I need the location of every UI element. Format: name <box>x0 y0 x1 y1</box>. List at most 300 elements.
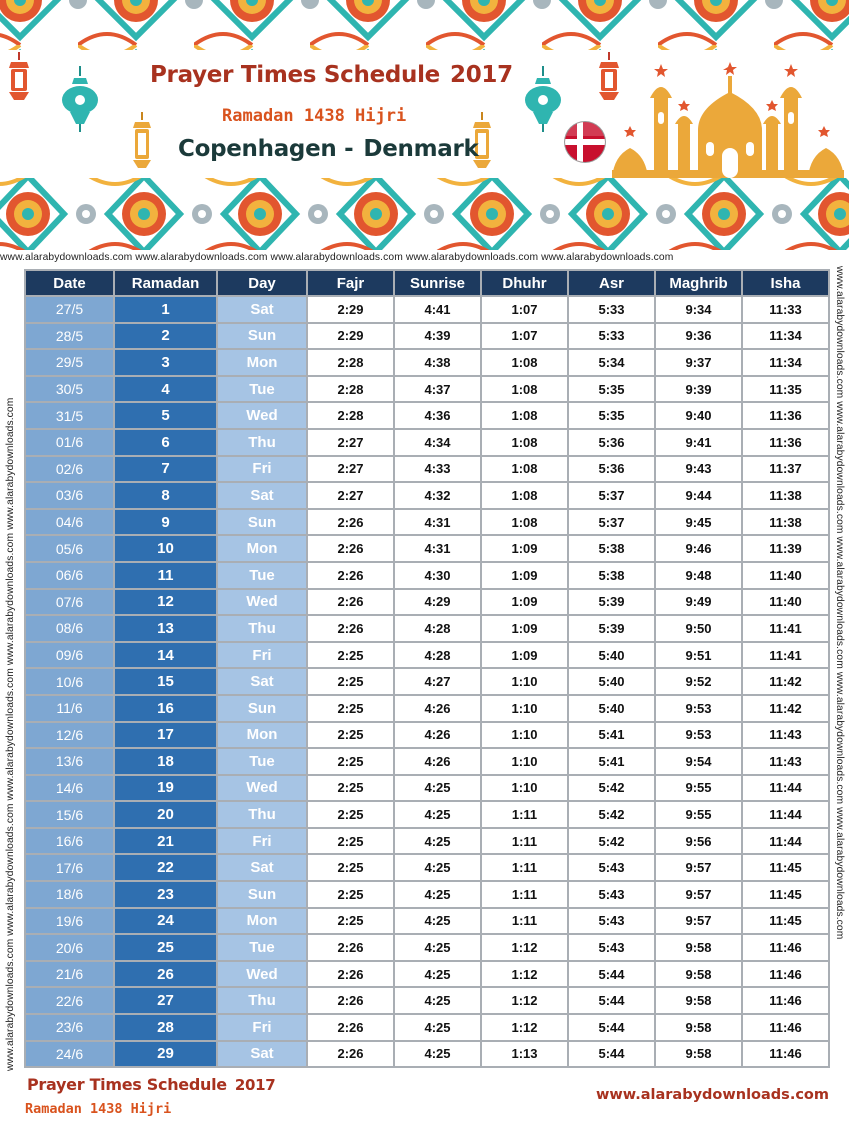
date-cell: 23/6 <box>26 1015 113 1040</box>
dhuhr-cell: 1:10 <box>482 776 567 801</box>
fajr-cell: 2:25 <box>308 776 393 801</box>
lantern-icon <box>523 66 563 132</box>
table-row <box>26 457 828 482</box>
fajr-cell: 2:26 <box>308 536 393 561</box>
ramadan-day-cell: 21 <box>115 829 216 854</box>
dhuhr-cell: 1:12 <box>482 1015 567 1040</box>
asr-cell: 5:44 <box>569 988 654 1013</box>
ramadan-day-cell: 10 <box>115 536 216 561</box>
date-cell: 27/5 <box>26 297 113 322</box>
date-cell: 02/6 <box>26 457 113 482</box>
table-row <box>26 377 828 402</box>
fajr-cell: 2:28 <box>308 377 393 402</box>
maghrib-cell: 9:37 <box>656 350 741 375</box>
isha-cell: 11:45 <box>743 882 828 907</box>
isha-cell: 11:40 <box>743 563 828 588</box>
weekday-cell: Fri <box>218 643 306 668</box>
date-cell: 31/5 <box>26 403 113 428</box>
fajr-cell: 2:25 <box>308 643 393 668</box>
weekday-cell: Thu <box>218 616 306 641</box>
table-row <box>26 590 828 615</box>
sunrise-cell: 4:25 <box>395 855 480 880</box>
asr-cell: 5:39 <box>569 590 654 615</box>
ramadan-day-cell: 4 <box>115 377 216 402</box>
ramadan-day-cell: 3 <box>115 350 216 375</box>
ramadan-day-cell: 12 <box>115 590 216 615</box>
maghrib-cell: 9:58 <box>656 962 741 987</box>
footer-website-link[interactable]: www.alarabydownloads.com <box>595 1087 829 1103</box>
table-row <box>26 430 828 455</box>
date-cell: 07/6 <box>26 590 113 615</box>
dhuhr-cell: 1:11 <box>482 802 567 827</box>
dhuhr-cell: 1:08 <box>482 510 567 535</box>
date-cell: 03/6 <box>26 483 113 508</box>
table-row <box>26 829 828 854</box>
page-title <box>150 62 513 88</box>
fajr-cell: 2:25 <box>308 829 393 854</box>
ramadan-day-cell: 26 <box>115 962 216 987</box>
dhuhr-cell: 1:10 <box>482 669 567 694</box>
weekday-cell: Mon <box>218 350 306 375</box>
weekday-cell: Fri <box>218 457 306 482</box>
isha-cell: 11:44 <box>743 802 828 827</box>
maghrib-cell: 9:51 <box>656 643 741 668</box>
maghrib-cell: 9:58 <box>656 988 741 1013</box>
table-row <box>26 749 828 774</box>
isha-cell: 11:46 <box>743 1042 828 1067</box>
sunrise-cell: 4:26 <box>395 749 480 774</box>
fajr-cell: 2:25 <box>308 882 393 907</box>
title-year: 2017 <box>449 62 513 88</box>
date-cell: 24/6 <box>26 1042 113 1067</box>
table-row <box>26 1015 828 1040</box>
table-row <box>26 988 828 1013</box>
asr-cell: 5:43 <box>569 909 654 934</box>
weekday-cell: Thu <box>218 988 306 1013</box>
isha-cell: 11:41 <box>743 616 828 641</box>
ramadan-day-cell: 9 <box>115 510 216 535</box>
fajr-cell: 2:25 <box>308 749 393 774</box>
maghrib-cell: 9:49 <box>656 590 741 615</box>
maghrib-cell: 9:55 <box>656 802 741 827</box>
date-cell: 04/6 <box>26 510 113 535</box>
maghrib-cell: 9:52 <box>656 669 741 694</box>
table-header-row <box>26 271 828 295</box>
table-row <box>26 776 828 801</box>
table-row <box>26 350 828 375</box>
dhuhr-cell: 1:11 <box>482 829 567 854</box>
column-header-day: Day <box>218 271 306 295</box>
column-header-sunrise: Sunrise <box>395 271 480 295</box>
sunrise-cell: 4:34 <box>395 430 480 455</box>
isha-cell: 11:46 <box>743 988 828 1013</box>
table-row <box>26 324 828 349</box>
date-cell: 09/6 <box>26 643 113 668</box>
weekday-cell: Mon <box>218 909 306 934</box>
table-row <box>26 855 828 880</box>
dhuhr-cell: 1:10 <box>482 749 567 774</box>
weekday-cell: Fri <box>218 829 306 854</box>
sunrise-cell: 4:38 <box>395 350 480 375</box>
sunrise-cell: 4:26 <box>395 696 480 721</box>
asr-cell: 5:40 <box>569 643 654 668</box>
isha-cell: 11:41 <box>743 643 828 668</box>
dhuhr-cell: 1:08 <box>482 430 567 455</box>
isha-cell: 11:45 <box>743 909 828 934</box>
date-cell: 13/6 <box>26 749 113 774</box>
sunrise-cell: 4:32 <box>395 483 480 508</box>
asr-cell: 5:36 <box>569 457 654 482</box>
isha-cell: 11:45 <box>743 855 828 880</box>
weekday-cell: Wed <box>218 403 306 428</box>
ramadan-day-cell: 6 <box>115 430 216 455</box>
maghrib-cell: 9:41 <box>656 430 741 455</box>
weekday-cell: Wed <box>218 962 306 987</box>
table-row <box>26 643 828 668</box>
maghrib-cell: 9:53 <box>656 723 741 748</box>
asr-cell: 5:41 <box>569 749 654 774</box>
column-header-fajr: Fajr <box>308 271 393 295</box>
table-body <box>26 297 828 1066</box>
dhuhr-cell: 1:09 <box>482 563 567 588</box>
asr-cell: 5:43 <box>569 855 654 880</box>
country-name: Denmark <box>363 136 479 162</box>
sunrise-cell: 4:25 <box>395 882 480 907</box>
sunrise-cell: 4:25 <box>395 909 480 934</box>
asr-cell: 5:43 <box>569 935 654 960</box>
maghrib-cell: 9:36 <box>656 324 741 349</box>
sunrise-cell: 4:41 <box>395 297 480 322</box>
maghrib-cell: 9:57 <box>656 882 741 907</box>
ramadan-day-cell: 11 <box>115 563 216 588</box>
ramadan-day-cell: 15 <box>115 669 216 694</box>
asr-cell: 5:37 <box>569 510 654 535</box>
table-row <box>26 536 828 561</box>
isha-cell: 11:36 <box>743 430 828 455</box>
ramadan-day-cell: 20 <box>115 802 216 827</box>
date-cell: 01/6 <box>26 430 113 455</box>
table-row <box>26 909 828 934</box>
asr-cell: 5:44 <box>569 1042 654 1067</box>
fajr-cell: 2:28 <box>308 403 393 428</box>
maghrib-cell: 9:48 <box>656 563 741 588</box>
hijri-subtitle: Ramadan 1438 Hijri <box>222 106 407 126</box>
maghrib-cell: 9:50 <box>656 616 741 641</box>
sunrise-cell: 4:25 <box>395 802 480 827</box>
maghrib-cell: 9:45 <box>656 510 741 535</box>
footer-title-text: Prayer Times Schedule <box>27 1075 227 1094</box>
fajr-cell: 2:25 <box>308 696 393 721</box>
maghrib-cell: 9:34 <box>656 297 741 322</box>
asr-cell: 5:33 <box>569 324 654 349</box>
column-header-maghrib: Maghrib <box>656 271 741 295</box>
table-row <box>26 297 828 322</box>
maghrib-cell: 9:57 <box>656 855 741 880</box>
ramadan-day-cell: 14 <box>115 643 216 668</box>
ramadan-day-cell: 8 <box>115 483 216 508</box>
ramadan-day-cell: 16 <box>115 696 216 721</box>
column-header-ramadan: Ramadan <box>115 271 216 295</box>
footer-subtitle: Ramadan 1438 Hijri <box>25 1101 172 1117</box>
dhuhr-cell: 1:08 <box>482 403 567 428</box>
maghrib-cell: 9:40 <box>656 403 741 428</box>
weekday-cell: Wed <box>218 776 306 801</box>
date-cell: 16/6 <box>26 829 113 854</box>
lantern-icon <box>131 112 153 174</box>
sunrise-cell: 4:25 <box>395 1015 480 1040</box>
date-cell: 17/6 <box>26 855 113 880</box>
maghrib-cell: 9:53 <box>656 696 741 721</box>
maghrib-cell: 9:58 <box>656 935 741 960</box>
asr-cell: 5:35 <box>569 403 654 428</box>
weekday-cell: Sun <box>218 324 306 349</box>
sunrise-cell: 4:33 <box>395 457 480 482</box>
asr-cell: 5:40 <box>569 669 654 694</box>
asr-cell: 5:34 <box>569 350 654 375</box>
fajr-cell: 2:25 <box>308 723 393 748</box>
watermark-right-text: www.alarabydownloads.com www.alarabydownloads.com www.alarabydownloads.com www.alarabydownloads.com www.alarabydownloads.com <box>834 266 845 940</box>
maghrib-cell: 9:46 <box>656 536 741 561</box>
dhuhr-cell: 1:11 <box>482 882 567 907</box>
weekday-cell: Thu <box>218 430 306 455</box>
sunrise-cell: 4:27 <box>395 669 480 694</box>
dhuhr-cell: 1:08 <box>482 457 567 482</box>
sunrise-cell: 4:37 <box>395 377 480 402</box>
sunrise-cell: 4:25 <box>395 988 480 1013</box>
ramadan-day-cell: 5 <box>115 403 216 428</box>
sunrise-cell: 4:31 <box>395 510 480 535</box>
lantern-icon <box>6 52 32 106</box>
asr-cell: 5:39 <box>569 616 654 641</box>
weekday-cell: Sat <box>218 669 306 694</box>
isha-cell: 11:46 <box>743 1015 828 1040</box>
fajr-cell: 2:25 <box>308 909 393 934</box>
watermark-right <box>832 266 846 1071</box>
location-title <box>178 136 479 162</box>
fajr-cell: 2:29 <box>308 297 393 322</box>
ramadan-day-cell: 18 <box>115 749 216 774</box>
watermark-left <box>4 266 18 1071</box>
weekday-cell: Sat <box>218 297 306 322</box>
fajr-cell: 2:26 <box>308 1015 393 1040</box>
ramadan-day-cell: 19 <box>115 776 216 801</box>
fajr-cell: 2:26 <box>308 563 393 588</box>
maghrib-cell: 9:56 <box>656 829 741 854</box>
sunrise-cell: 4:30 <box>395 563 480 588</box>
isha-cell: 11:43 <box>743 723 828 748</box>
fajr-cell: 2:29 <box>308 324 393 349</box>
isha-cell: 11:44 <box>743 776 828 801</box>
city-name: Copenhagen - <box>178 136 354 162</box>
ramadan-day-cell: 1 <box>115 297 216 322</box>
fajr-cell: 2:25 <box>308 669 393 694</box>
sunrise-cell: 4:39 <box>395 324 480 349</box>
column-header-asr: Asr <box>569 271 654 295</box>
dhuhr-cell: 1:11 <box>482 855 567 880</box>
isha-cell: 11:42 <box>743 696 828 721</box>
ramadan-day-cell: 22 <box>115 855 216 880</box>
weekday-cell: Tue <box>218 935 306 960</box>
ramadan-day-cell: 2 <box>115 324 216 349</box>
asr-cell: 5:37 <box>569 483 654 508</box>
date-cell: 08/6 <box>26 616 113 641</box>
ramadan-day-cell: 23 <box>115 882 216 907</box>
dhuhr-cell: 1:10 <box>482 723 567 748</box>
date-cell: 14/6 <box>26 776 113 801</box>
isha-cell: 11:38 <box>743 510 828 535</box>
table-row <box>26 723 828 748</box>
date-cell: 29/5 <box>26 350 113 375</box>
denmark-flag-icon <box>563 120 607 164</box>
ramadan-day-cell: 13 <box>115 616 216 641</box>
date-cell: 15/6 <box>26 802 113 827</box>
fajr-cell: 2:26 <box>308 510 393 535</box>
sunrise-cell: 4:31 <box>395 536 480 561</box>
dhuhr-cell: 1:13 <box>482 1042 567 1067</box>
dhuhr-cell: 1:07 <box>482 297 567 322</box>
fajr-cell: 2:28 <box>308 350 393 375</box>
sunrise-cell: 4:29 <box>395 590 480 615</box>
ramadan-day-cell: 28 <box>115 1015 216 1040</box>
date-cell: 22/6 <box>26 988 113 1013</box>
table-row <box>26 802 828 827</box>
dhuhr-cell: 1:12 <box>482 988 567 1013</box>
asr-cell: 5:41 <box>569 723 654 748</box>
dhuhr-cell: 1:11 <box>482 909 567 934</box>
isha-cell: 11:34 <box>743 324 828 349</box>
sunrise-cell: 4:28 <box>395 643 480 668</box>
asr-cell: 5:35 <box>569 377 654 402</box>
sunrise-cell: 4:28 <box>395 616 480 641</box>
column-header-isha: Isha <box>743 271 828 295</box>
table-row <box>26 935 828 960</box>
date-cell: 20/6 <box>26 935 113 960</box>
date-cell: 19/6 <box>26 909 113 934</box>
isha-cell: 11:34 <box>743 350 828 375</box>
header-banner <box>0 0 849 250</box>
asr-cell: 5:36 <box>569 430 654 455</box>
date-cell: 11/6 <box>26 696 113 721</box>
watermark-left-text: www.alarabydownloads.com www.alarabydownloads.com www.alarabydownloads.com www.alarabydownloads.com www.alarabydownloads.com <box>5 397 16 1071</box>
maghrib-cell: 9:58 <box>656 1042 741 1067</box>
isha-cell: 11:42 <box>743 669 828 694</box>
weekday-cell: Wed <box>218 590 306 615</box>
maghrib-cell: 9:43 <box>656 457 741 482</box>
fajr-cell: 2:27 <box>308 430 393 455</box>
weekday-cell: Sun <box>218 696 306 721</box>
asr-cell: 5:38 <box>569 536 654 561</box>
watermark-top <box>0 252 849 264</box>
dhuhr-cell: 1:07 <box>482 324 567 349</box>
fajr-cell: 2:26 <box>308 1042 393 1067</box>
dhuhr-cell: 1:09 <box>482 616 567 641</box>
date-cell: 06/6 <box>26 563 113 588</box>
asr-cell: 5:42 <box>569 802 654 827</box>
fajr-cell: 2:25 <box>308 802 393 827</box>
ramadan-day-cell: 24 <box>115 909 216 934</box>
asr-cell: 5:42 <box>569 829 654 854</box>
weekday-cell: Sun <box>218 510 306 535</box>
table-row <box>26 669 828 694</box>
table-row <box>26 403 828 428</box>
maghrib-cell: 9:57 <box>656 909 741 934</box>
asr-cell: 5:38 <box>569 563 654 588</box>
weekday-cell: Sat <box>218 483 306 508</box>
weekday-cell: Tue <box>218 563 306 588</box>
table-row <box>26 563 828 588</box>
date-cell: 18/6 <box>26 882 113 907</box>
fajr-cell: 2:27 <box>308 457 393 482</box>
asr-cell: 5:40 <box>569 696 654 721</box>
table-row <box>26 1042 828 1067</box>
ramadan-day-cell: 25 <box>115 935 216 960</box>
asr-cell: 5:44 <box>569 1015 654 1040</box>
ramadan-day-cell: 17 <box>115 723 216 748</box>
weekday-cell: Fri <box>218 1015 306 1040</box>
watermark-top-text: www.alarabydownloads.com www.alarabydownloads.com www.alarabydownloads.com www.alarabydownloads.com www.alarabydownloads.com <box>0 252 674 263</box>
sunrise-cell: 4:36 <box>395 403 480 428</box>
isha-cell: 11:35 <box>743 377 828 402</box>
footer-title <box>27 1075 275 1094</box>
column-header-dhuhr: Dhuhr <box>482 271 567 295</box>
isha-cell: 11:33 <box>743 297 828 322</box>
header-pattern-top <box>0 0 849 50</box>
table-row <box>26 483 828 508</box>
asr-cell: 5:43 <box>569 882 654 907</box>
date-cell: 05/6 <box>26 536 113 561</box>
sunrise-cell: 4:25 <box>395 1042 480 1067</box>
fajr-cell: 2:27 <box>308 483 393 508</box>
fajr-cell: 2:25 <box>308 855 393 880</box>
table-row <box>26 696 828 721</box>
weekday-cell: Sun <box>218 882 306 907</box>
isha-cell: 11:36 <box>743 403 828 428</box>
dhuhr-cell: 1:12 <box>482 962 567 987</box>
ramadan-day-cell: 7 <box>115 457 216 482</box>
sunrise-cell: 4:25 <box>395 829 480 854</box>
table-row <box>26 616 828 641</box>
sunrise-cell: 4:26 <box>395 723 480 748</box>
asr-cell: 5:44 <box>569 962 654 987</box>
ramadan-day-cell: 27 <box>115 988 216 1013</box>
weekday-cell: Thu <box>218 802 306 827</box>
lantern-icon <box>60 66 100 132</box>
sunrise-cell: 4:25 <box>395 935 480 960</box>
table-row <box>26 962 828 987</box>
maghrib-cell: 9:55 <box>656 776 741 801</box>
asr-cell: 5:42 <box>569 776 654 801</box>
asr-cell: 5:33 <box>569 297 654 322</box>
fajr-cell: 2:26 <box>308 590 393 615</box>
weekday-cell: Tue <box>218 377 306 402</box>
fajr-cell: 2:26 <box>308 988 393 1013</box>
dhuhr-cell: 1:10 <box>482 696 567 721</box>
isha-cell: 11:40 <box>743 590 828 615</box>
weekday-cell: Sat <box>218 1042 306 1067</box>
maghrib-cell: 9:54 <box>656 749 741 774</box>
column-header-date: Date <box>26 271 113 295</box>
isha-cell: 11:44 <box>743 829 828 854</box>
fajr-cell: 2:26 <box>308 616 393 641</box>
date-cell: 28/5 <box>26 324 113 349</box>
dhuhr-cell: 1:09 <box>482 590 567 615</box>
dhuhr-cell: 1:09 <box>482 536 567 561</box>
date-cell: 10/6 <box>26 669 113 694</box>
dhuhr-cell: 1:08 <box>482 350 567 375</box>
maghrib-cell: 9:58 <box>656 1015 741 1040</box>
isha-cell: 11:43 <box>743 749 828 774</box>
header-pattern-bottom <box>0 178 849 250</box>
